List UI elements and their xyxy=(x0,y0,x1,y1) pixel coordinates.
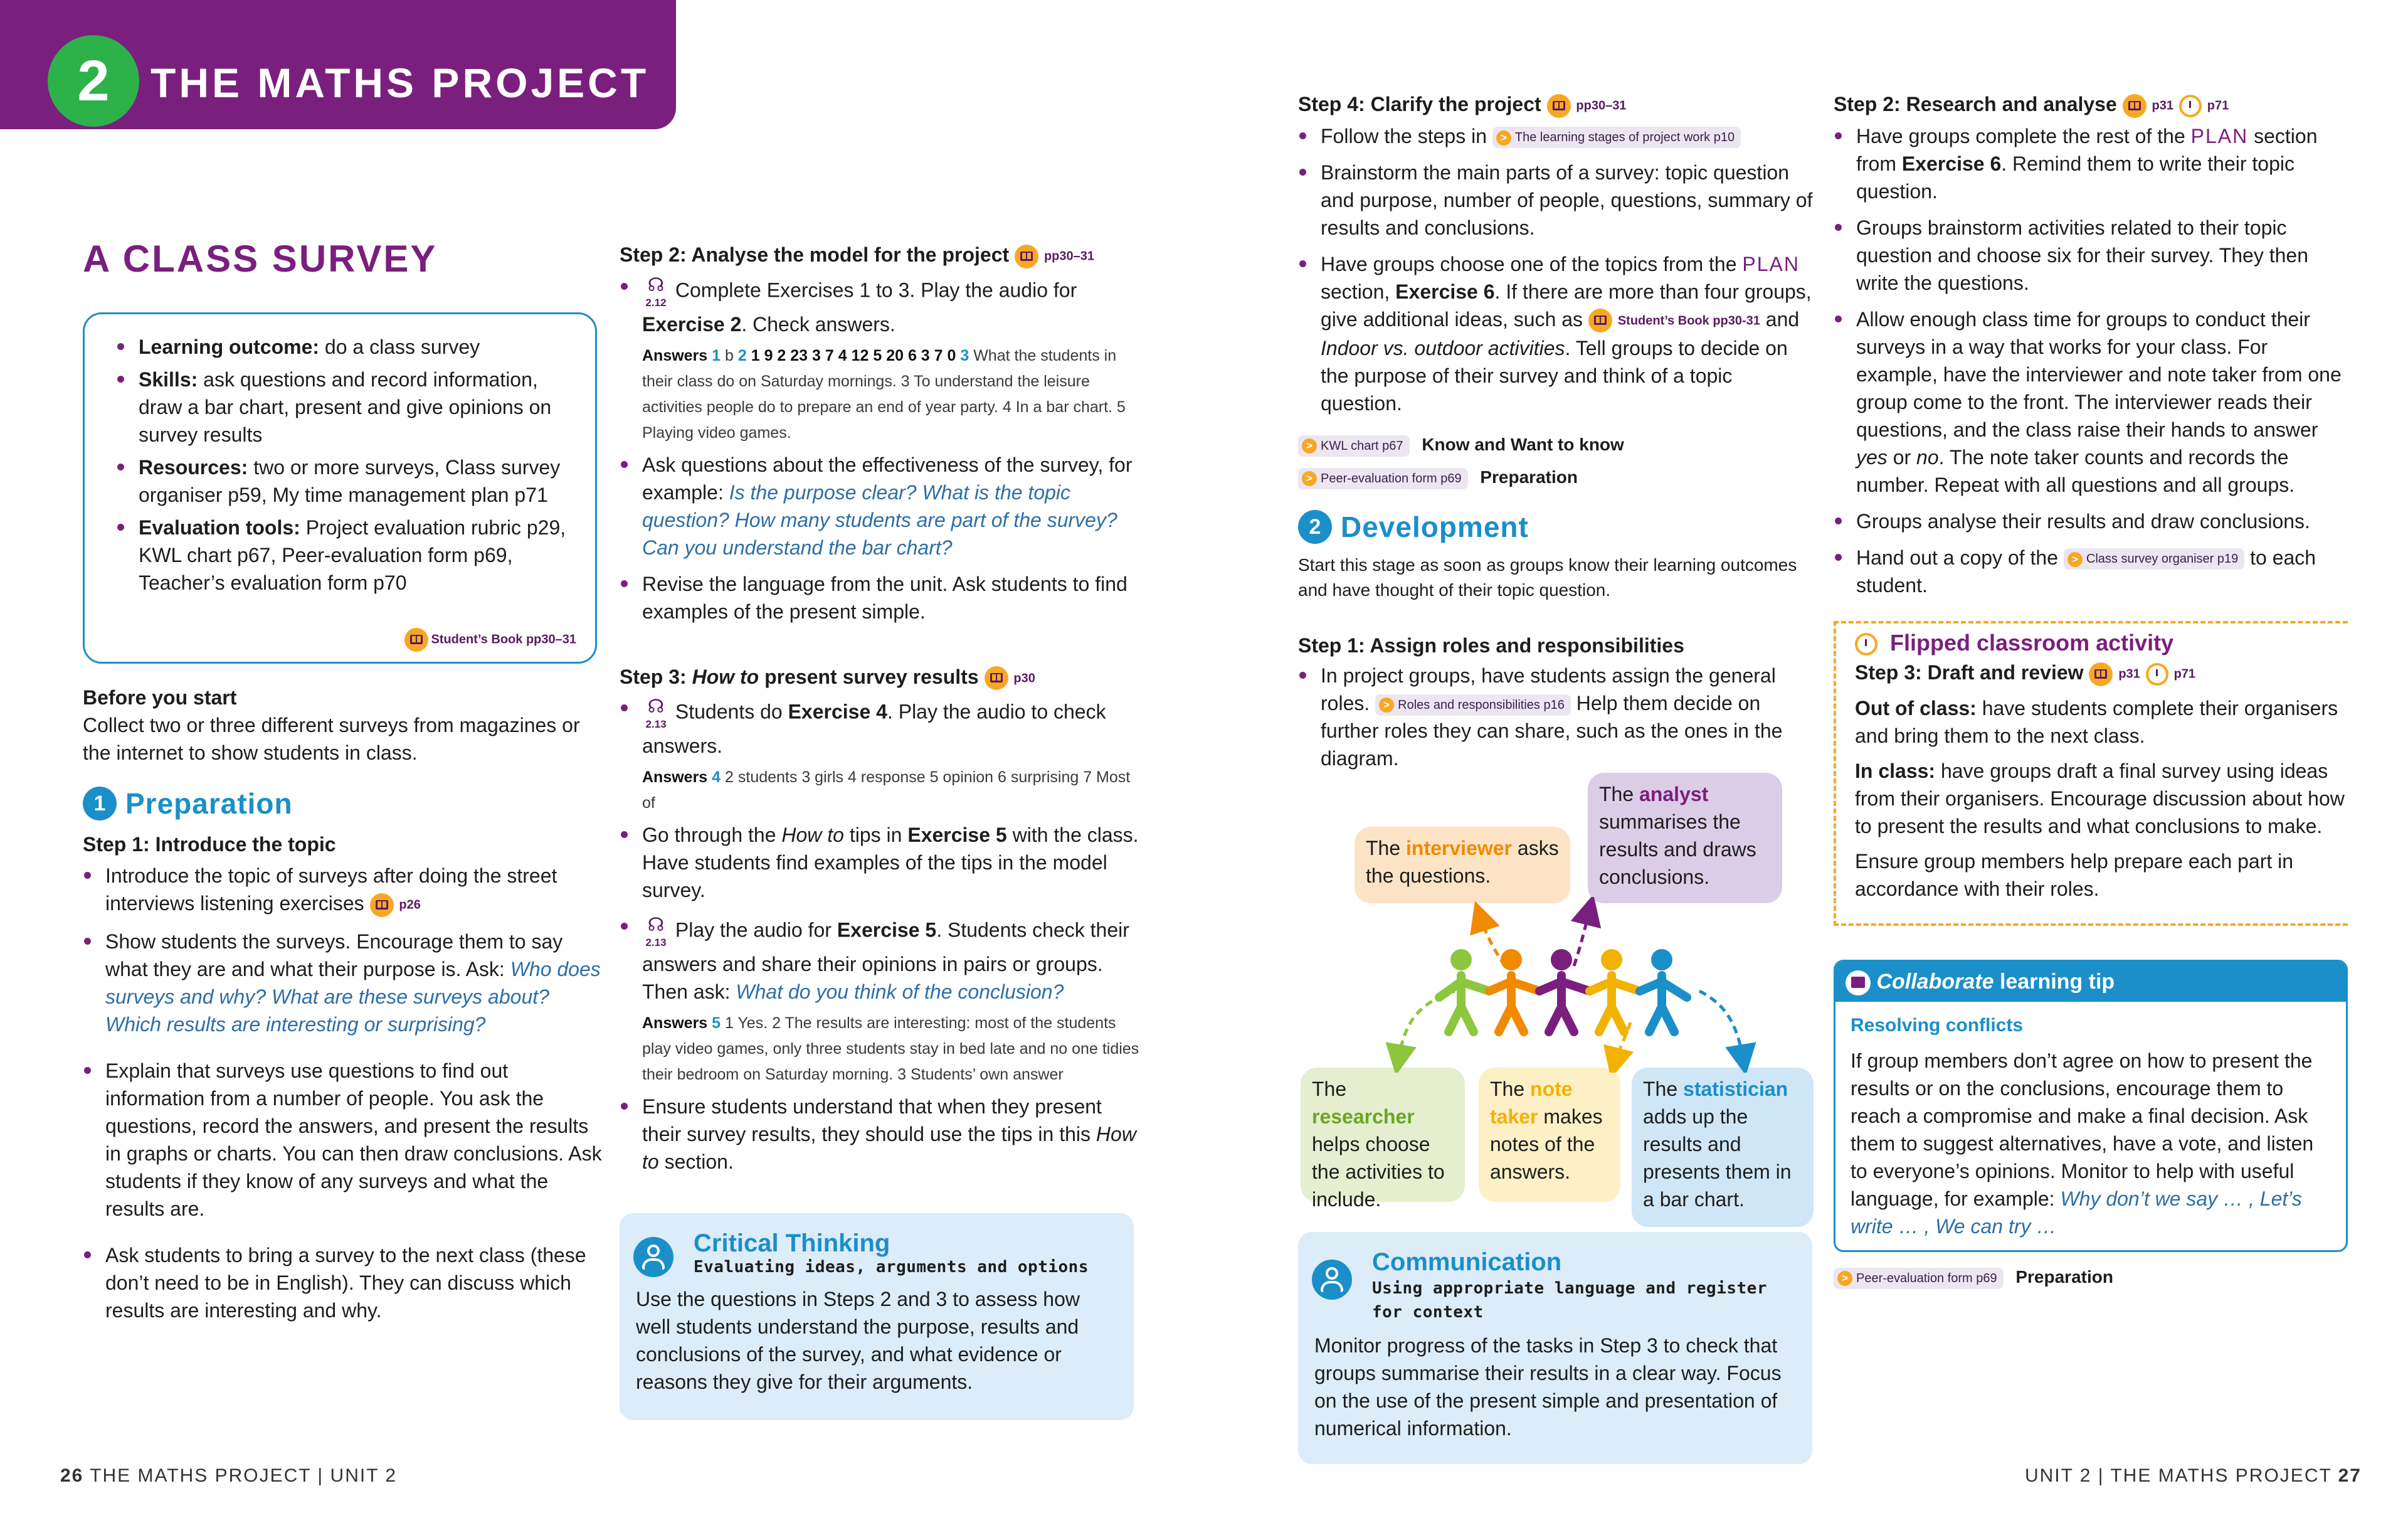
list-item: Groups analyse their results and draw conclusions. xyxy=(1834,507,2354,535)
list-item: Groups brainstorm activities related to their topic question and choose six for their survey. They then write the questions. xyxy=(1834,214,2354,297)
figure-orange xyxy=(1489,949,1539,1032)
collab-text: If group members don’t agree on how to present the results or on the conclusions, encourage them to reach a compromise and make a final decision. Ask them to suggest alternatives, have a vote, and listen to everyone’s opinions. Monitor to help with useful language, for example: Why don’t we say … , Let’s write … , We can try … xyxy=(1851,1049,2314,1238)
figure-green xyxy=(1439,949,1489,1032)
list-item: Brainstorm the main parts of a survey: topic question and purpose, number of people, questions, summary of results and conclusions. xyxy=(1298,159,1819,242)
panel-title: Critical Thinking xyxy=(694,1229,890,1257)
list-item: Have groups choose one of the topics from the PLAN section, Exercise 6. If there are more than four groups, give additional ideas, such as Student’s Book pp30-31 and Indoor vs. outdoor activities. Tell groups to decide on the purpose of their survey and think of a topic question. xyxy=(1298,250,1819,418)
step-title: Step 3: Draft and review p31 p71 xyxy=(1855,659,2348,688)
home-icon xyxy=(1846,970,1871,995)
info-item: Learning outcome: do a class survey xyxy=(116,333,576,361)
list-item: ☊ 2.13 Students do Exercise 4. Play the audio to check answers. xyxy=(620,694,1140,760)
unit-number-badge xyxy=(48,35,139,127)
list-item: Have groups complete the rest of the PLAN section from Exercise 6. Remind them to write their topic question. xyxy=(1834,122,2354,205)
clock-icon xyxy=(1855,633,1877,656)
role-researcher: The researcher helps choose the activities to include. xyxy=(1301,1068,1465,1202)
panel-subtitle: Evaluating ideas, arguments and options xyxy=(694,1258,1089,1276)
list-item: ☊ 2.12 Complete Exercises 1 to 3. Play the audio for Exercise 2. Check answers. xyxy=(620,273,1140,338)
figure-purple xyxy=(1539,949,1590,1032)
info-item: Skills: ask questions and record information, draw a bar chart, present and give opinions on survey results xyxy=(116,366,576,449)
communication-panel xyxy=(1298,1232,1812,1464)
people-icon xyxy=(1312,1260,1352,1300)
research-list xyxy=(1834,122,2354,599)
audio-icon[interactable]: ☊ 2.12 xyxy=(645,274,667,309)
flip-end: Ensure group members help prepare each part in accordance with their roles. xyxy=(1855,849,2294,900)
book-icon xyxy=(1015,245,1038,268)
flipped-classroom-box xyxy=(1834,621,2348,926)
section-preparation xyxy=(83,787,293,820)
arrow-statistician xyxy=(1699,991,1743,1060)
section-number: 1 xyxy=(83,787,117,820)
list-item: Ensure students understand that when they present their survey results, they should use the tips in this How to section. xyxy=(620,1093,1140,1176)
page-title: A CLASS SURVEY xyxy=(83,238,438,280)
info-item: Evaluation tools: Project evaluation rubric p29, KWL chart p67, Peer-evaluation form p69, Teacher’s evaluation form p70 xyxy=(116,514,576,597)
right-column-1 xyxy=(1298,90,1819,772)
critical-thinking-panel xyxy=(620,1213,1134,1420)
role-interviewer: The interviewer asks the questions. xyxy=(1354,827,1570,903)
footer-left xyxy=(60,1465,397,1487)
clock-icon xyxy=(2179,95,2202,117)
answers-block: Answers 4 2 students 3 girls 4 response 5 opinion 6 surprising 7 Most of xyxy=(642,768,1131,812)
book-icon xyxy=(1588,309,1612,332)
role-analyst: The analyst summarises the results and draws conclusions. xyxy=(1588,773,1782,903)
resource-tag[interactable]: > Class survey organiser p19 xyxy=(2064,548,2244,570)
step3-list-2 xyxy=(620,821,1140,1006)
book-icon xyxy=(404,628,428,652)
role-statistician: The statistician adds up the results and presents them in a bar chart. xyxy=(1632,1068,1814,1227)
step-title: Step 3: How to present survey results p30 xyxy=(620,663,1140,693)
panel-text: Use the questions in Steps 2 and 3 to assess how well students understand the purpose, results and conclusions of the survey, and what evidence or reasons they give for their arguments. xyxy=(636,1288,1080,1393)
list-item: Ask students to bring a survey to the next class (these don’t need to be in English). They can discuss which results are interesting and why. xyxy=(83,1241,603,1324)
collaborate-box xyxy=(1834,960,2348,1252)
step-title: Step 4: Clarify the project pp30–31 xyxy=(1298,90,1819,120)
before-start xyxy=(83,684,603,767)
eval-tags: > KWL chart p67 Know and Want to know > Peer-evaluation form p69 Preparation xyxy=(1298,428,1819,494)
list-item: Go through the How to tips in Exercise 5 with the class. Have students find examples of the tips in the model survey. xyxy=(620,821,1140,904)
list-item: ☊ 2.13 Play the audio for Exercise 5. Students check their answers and share their opinions in pairs or groups. Then ask: What do you think of the conclusion? xyxy=(620,913,1140,1006)
info-item: Resources: two or more surveys, Class survey organiser p59, My time management plan p71 xyxy=(116,454,576,509)
list-item: Revise the language from the unit. Ask students to find examples of the present simple. xyxy=(620,570,1140,625)
page-number: 27 xyxy=(2338,1465,2362,1486)
unit-number: 2 xyxy=(77,49,110,113)
section-development xyxy=(1298,510,1819,544)
before-text: Collect two or three different surveys from magazines or the internet to show students in class. xyxy=(83,714,580,764)
flip-out-class: Out of class: have students complete their organisers and bring them to the next class. xyxy=(1855,696,2338,747)
list-item: Explain that surveys use questions to find out information from a number of people. You ask the questions, record the answers, and present the results in graphs or charts. You can then draw conclusions. Ask students if they know of any surveys and what the results are. xyxy=(83,1057,603,1223)
book-icon xyxy=(2089,662,2113,686)
dev-intro: Start this stage as soon as groups know their learning outcomes and have thought of their topic question. xyxy=(1298,555,1797,600)
resource-tag[interactable]: > Roles and responsibilities p16 xyxy=(1375,694,1571,716)
step4-list xyxy=(1298,122,1819,418)
list-item: Hand out a copy of the > Class survey organiser p19 to each student. xyxy=(1834,544,2354,599)
flip-title-row: Flipped classroom activity xyxy=(1855,627,2348,659)
step-title: Step 1: Introduce the topic xyxy=(83,833,336,856)
audio-icon[interactable]: ☊ 2.13 xyxy=(645,696,667,731)
collab-header: Collaborate learning tip xyxy=(1835,962,2346,1002)
step-title: Step 1: Assign roles and responsibilities xyxy=(1298,634,1684,657)
step-title: Step 2: Research and analyse p31 p71 xyxy=(1834,90,2354,120)
step3-list xyxy=(620,694,1140,760)
book-icon xyxy=(985,666,1008,690)
step3-list-3 xyxy=(620,1093,1140,1176)
book-icon xyxy=(370,893,394,917)
figure-blue xyxy=(1640,949,1687,1032)
answers-block: Answers 1 b 2 1 9 2 23 3 7 4 12 5 20 6 3 7 0 3 What the students in their class do on Saturday mornings. 3 To understand the leisure activities people do to prepare an end of year party. 4 In a bar chart. 5 Playing video games. xyxy=(642,346,1126,442)
resource-tag[interactable]: > KWL chart p67 xyxy=(1298,435,1410,457)
box-book-ref[interactable]: Student’s Book pp30–31 xyxy=(404,628,576,652)
step1-dev-list xyxy=(1298,662,1819,772)
header-title: THE MATHS PROJECT xyxy=(150,60,650,106)
footer-text: UNIT 2 | THE MATHS PROJECT xyxy=(2024,1465,2332,1486)
list-item: Follow the steps in > The learning stages of project work p10 xyxy=(1298,122,1819,150)
clock-icon xyxy=(2146,663,2168,686)
figure-yellow xyxy=(1590,949,1640,1032)
before-title: Before you start xyxy=(83,686,237,709)
section-title: Preparation xyxy=(125,787,293,820)
panel-title: Communication xyxy=(1372,1248,1562,1276)
footer-text: THE MATHS PROJECT | UNIT 2 xyxy=(90,1465,398,1486)
answers-block: Answers 5 1 Yes. 2 The results are interesting: most of the students play video games, only three students stay in bed late and no one tidies their bedroom on Saturday morning. 3 Students’ own answer xyxy=(642,1014,1139,1084)
collab-subtitle: Resolving conflicts xyxy=(1851,1015,2024,1036)
arrow-analyst xyxy=(1574,910,1590,966)
role-notetaker: The note taker makes notes of the answers. xyxy=(1479,1068,1620,1202)
step2-list-2 xyxy=(620,451,1140,625)
roles-figures xyxy=(1367,897,1781,1073)
collab-eval-tag: > Peer-evaluation form p69 Preparation xyxy=(1834,1267,2113,1289)
book-icon xyxy=(2123,94,2147,118)
list-item: Ask questions about the effectiveness of the survey, for example: Is the purpose clear? What is the topic question? How many students are part of the survey? Can you understand the bar chart? xyxy=(620,451,1140,561)
resource-tag[interactable]: > The learning stages of project work p10 xyxy=(1492,127,1741,148)
footer-right xyxy=(2025,1465,2362,1487)
page-number: 26 xyxy=(60,1465,84,1486)
flip-in-class: In class: have groups draft a final survey using ideas from their organisers. Encourage discussion about how to present the results and what conclusions to make. xyxy=(1855,759,2345,837)
audio-icon[interactable]: ☊ 2.13 xyxy=(645,915,667,949)
arrow-researcher xyxy=(1398,991,1455,1060)
section-number: 2 xyxy=(1298,510,1332,544)
info-box xyxy=(83,312,597,664)
resource-tag[interactable]: > Peer-evaluation form p69 xyxy=(1834,1268,2004,1289)
step1-list xyxy=(83,862,603,1324)
list-item: Introduce the topic of surveys after doing the street interviews listening exercises p26 xyxy=(83,862,603,919)
info-list xyxy=(116,333,576,597)
middle-column xyxy=(620,241,1140,1176)
resource-tag[interactable]: > Peer-evaluation form p69 xyxy=(1298,468,1468,489)
list-item: Allow enough class time for groups to conduct their surveys in a way that works for your class. For example, have the interviewer and note taker from one group come to the front. The interviewer reads their questions, and the class raise their hands to answer yes or no. The note taker counts and records the number. Repeat with all questions and all groups. xyxy=(1834,305,2354,499)
step-title: Step 2: Analyse the model for the project pp30–31 xyxy=(620,241,1140,270)
step2-list xyxy=(620,273,1140,338)
list-item: Show students the surveys. Encourage them to say what they are and what their purpose is. Ask: Who does surveys and why? What are these surveys about? Which results are interesting or surprising? xyxy=(83,928,603,1038)
panel-subtitle: Using appropriate language and register for context xyxy=(1372,1279,1767,1322)
people-icon xyxy=(633,1237,673,1277)
panel-text: Monitor progress of the tasks in Step 3 to check that groups summarise their results in a clear way. Focus on the use of the present simple and presentation of numerical information. xyxy=(1314,1334,1782,1440)
right-column-2 xyxy=(1834,90,2354,599)
section-title: Development xyxy=(1341,511,1529,544)
book-icon xyxy=(1547,94,1571,118)
list-item: In project groups, have students assign the general roles. > Roles and responsibilities p16 Help them decide on further roles they can share, such as the ones in the diagram. xyxy=(1298,662,1819,772)
left-steps xyxy=(83,831,603,1324)
